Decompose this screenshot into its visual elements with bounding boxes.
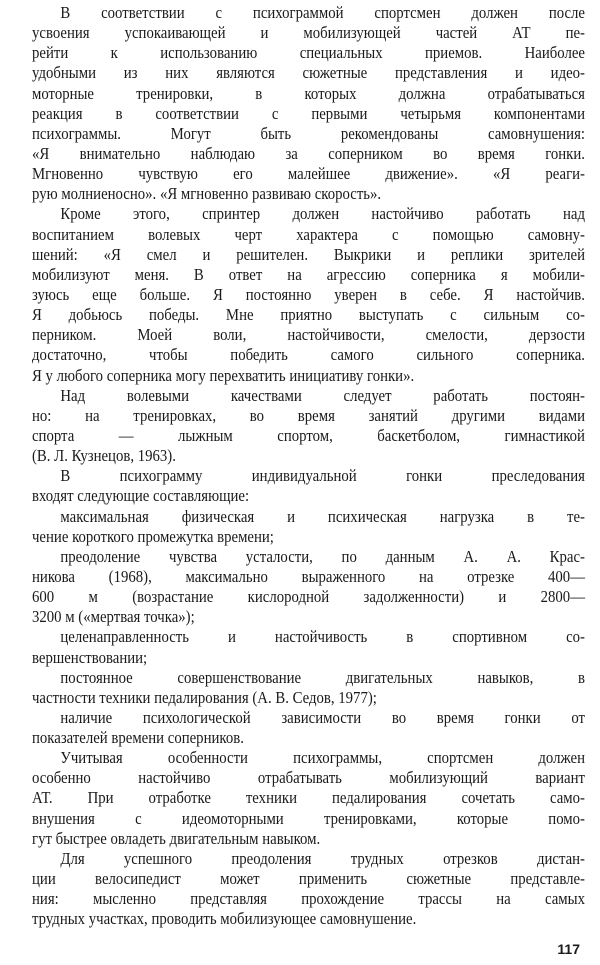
text-line: перником. Моей воли, настойчивости, смелости, дерзости [32,325,585,345]
text-line: 3200 м («мертвая точка»); [32,607,195,627]
text-line: особенно настойчиво отрабатывать мобилизующий вариант [32,768,585,788]
text-line: никова (1968), максимально выраженного на отрезке 400— [32,566,585,586]
text-line: но: на тренировках, во время занятий другими видами [32,405,585,425]
text-line: Для успешного преодоления трудных отрезков дистан- [60,848,585,868]
text-line: входят следующие составляющие: [32,486,250,506]
text-line: мобилизуют меня. В ответ на агрессию соперника я мобили- [32,264,585,284]
text-line: (В. Л. Кузнецов, 1963). [32,446,176,466]
text-line: показателей времени соперников. [32,728,244,748]
text-line: ции велосипедист может применить сюжетные представле- [32,869,585,889]
text-line: преодоление чувства усталости, по данным А. А. Крас- [60,546,585,566]
text-line: 600 м (возрастание кислородной задолженности) и 2800— [32,587,585,607]
text-line: зуюсь еще больше. Я постоянно уверен в себе. Я настойчив. [32,284,585,304]
text-line: постоянное совершенствование двигательных навыков, в [60,667,585,687]
text-line: спорта — лыжным спортом, баскетболом, гимнастикой [32,425,585,445]
text-line: В соответствии с психограммой спортсмен должен после [60,3,585,22]
text-line: внушения с идеомоторными тренировками, которые помо- [32,808,585,828]
text-line: Я добьюсь победы. Мне приятно выступать с сильным со- [32,305,585,325]
text-line: целенаправленность и настойчивость в спортивном со- [60,627,585,647]
text-line: рейти к использованию специальных приемов. Наиболее [32,43,585,63]
text-line: усвоения успокаивающей и мобилизующей частей АТ пе- [32,23,585,43]
text-line: реакция в соответствии с первыми четырьмя компонентами [32,103,585,123]
text-line: трудных участках, проводить мобилизующее самовнушение. [32,909,417,929]
text-line: удобными из них являются сюжетные представления и идео- [32,63,585,83]
text-line: шений: «Я смел и решителен. Выкрики и реплики зрителей [32,244,585,264]
text-line: Кроме этого, спринтер должен настойчиво работать над [60,204,585,224]
text-line: Мгновенно чувствую его малейшее движение». «Я реаги- [32,164,585,184]
text-line: гут быстрее овладеть двигательным навыком. [32,828,321,848]
text-line: АТ. При отработке техники педалирования сочетать само- [32,788,585,808]
text-line: вершенствовании; [32,647,148,667]
text-line: «Я внимательно наблюдаю за соперником во время гонки. [32,143,585,163]
text-line: моторные тренировки, в которых должна отрабатываться [32,83,585,103]
page-number: 117 [557,941,580,957]
text-line: достаточно, чтобы победить самого сильного соперника. [32,345,585,365]
text-line: чение короткого промежутка времени; [32,526,274,546]
text-line: Учитывая особенности психограммы, спортсмен должен [60,748,585,768]
text-line: максимальная физическая и психическая нагрузка в те- [60,506,585,526]
text-line: воспитанием волевых черт характера с помощью самовну- [32,224,585,244]
book-page-text [32,3,585,929]
text-line: психограммы. Могут быть рекомендованы самовнушения: [32,123,585,143]
text-line: ния: мысленно представляя прохождение трассы на самых [32,889,585,909]
text-line: В психограмму индивидуальной гонки преследования [60,466,585,486]
text-line: рую молниеносно». «Я мгновенно развиваю скорость». [32,184,382,204]
text-line: Над волевыми качествами следует работать постоян- [60,385,585,405]
text-line: частности техники педалирования (А. В. Седов, 1977); [32,687,377,707]
text-line: Я у любого соперника могу перехватить инициативу гонки». [32,365,415,385]
text-line: наличие психологической зависимости во время гонки от [60,707,585,727]
